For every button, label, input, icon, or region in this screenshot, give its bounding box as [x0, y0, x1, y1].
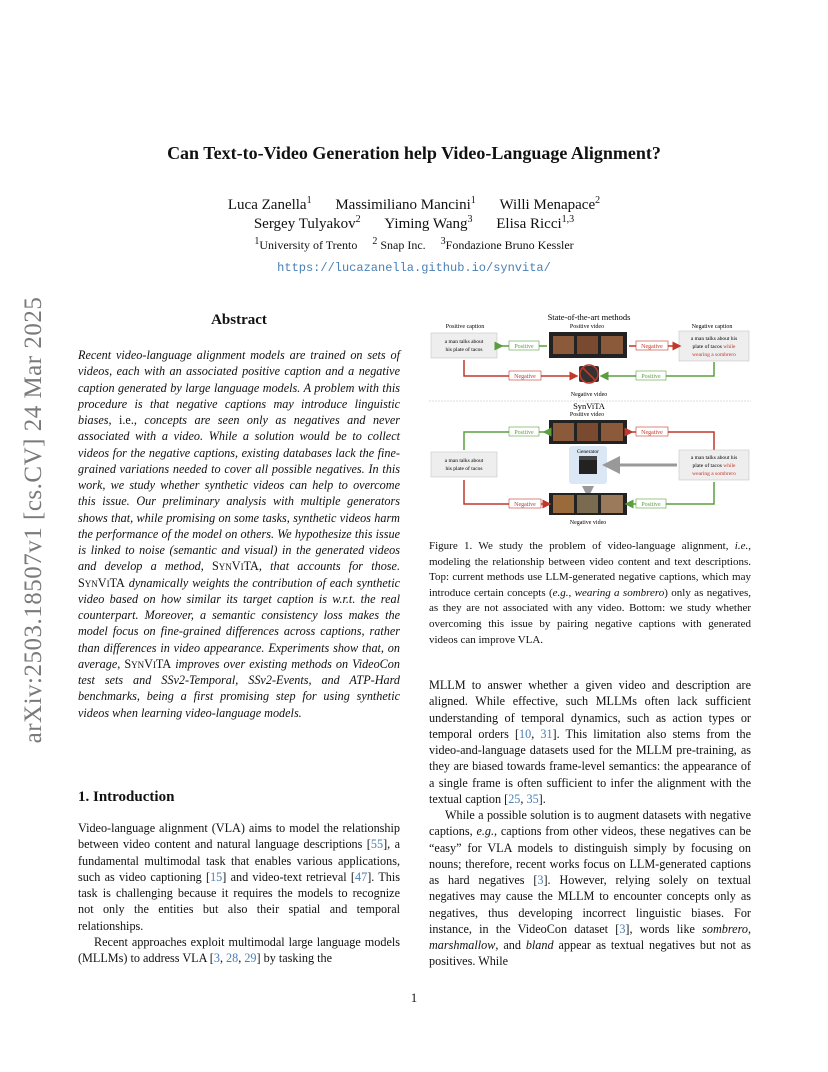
svg-text:Positive: Positive [514, 344, 534, 350]
citation-link[interactable]: 25 [508, 791, 521, 806]
fig-bottom-title: SynViTA [573, 401, 605, 411]
author: Sergey Tulyakov$^2$ [253, 214, 361, 232]
citation-link[interactable]: 3 [619, 921, 626, 936]
fig-pos-video-label: Positive video [569, 324, 605, 330]
citation-link[interactable]: 15 [210, 869, 223, 884]
svg-text:his plate of tacos: his plate of tacos [445, 347, 483, 353]
svg-text:Negative: Negative [641, 344, 663, 350]
affiliations [0, 236, 828, 253]
arxiv-id: arXiv:2503.18507v1 [cs.CV] 24 Mar 2025 [20, 296, 47, 744]
citation-link[interactable]: 47 [355, 869, 368, 884]
author: Yiming Wang$^3$ [384, 214, 473, 232]
author-line-1 [0, 195, 828, 214]
fig-top-title: State-of-the-art methods [547, 312, 631, 322]
citation-link[interactable]: 29 [244, 951, 257, 965]
right-column-body: MLLM to answer whether a given video and description are aligned. While effective, such MLLMs often lack sufficient understanding of temporal dynamics, such as action types or temporal orders [10, 31]. This limitation also stems from the video-and-language datasets used for the MLLM pre-training, as they are biased towards frame-level semantics: the appearance of a single frame is often sufficient to infer the alignment with the textual caption [25, 35]. While a possible solution is to augment datasets with negative captions, e.g., captions from other videos, these negatives can be “easy” for VLA models to distinguish simply by focusing on nouns; therefore, recent works focus on LLM-generated captions as hard negatives [3]. However, relying solely on textual negatives may cause the MLLM to encounter concepts only as negatives, thus developing incorrect linguistic biases. For instance, in the VideoCon dataset [3], words like sombrero, marshmallow, and bland appear as textual negatives but not as positives. While [429, 678, 752, 969]
page-number: 1 [410, 991, 418, 1005]
svg-text:Negative: Negative [641, 430, 663, 436]
fig-neg-caption-label: Negative caption [691, 324, 733, 330]
svg-text:Positive video: Positive video [569, 412, 605, 418]
author: Massimiliano Mancini$^1$ [335, 195, 476, 213]
introduction-body: Video-language alignment (VLA) aims to model the relationship between video content and natural language descriptions [55], a fundamental multimodal task that enables various applications, such as video captioning [15] and video-text retrieval [47]. This task is challenging because it requires the models to recognize not only the entities but also their spatial and temporal relationships. Recent approaches exploit multimodal large language models (MLLMs) to address VLA [3, 28, 29] by tasking the [78, 821, 400, 965]
abstract-body: Recent video-language alignment models are trained on sets of videos, each with an associated positive caption and a negative caption generated by large language models. A problem with this procedure is that negative captions may introduce linguistic biases, i.e., concepts are seen only as negatives and never associated with a video. While a solution would be to collect videos for the negative captions, existing databases lack the fine-grained variations needed to cover all possible negatives. In this work, we study whether synthetic videos can help to overcome this issue. Our preliminary analysis with multiple generators shows that, while promising on some tasks, synthetic videos harm the performance of the model on others. We hypothesize this issue is linked to noise (semantic and visual) in the generated videos and develop a method, SynViTA, that accounts for those. SynViTA dynamically weights the contribution of each synthetic video based on how similar its target caption is w.r.t. the real counterpart. Moreover, a semantic consistency loss makes the model focus on fine-grained differences across captions, rather than differences in video appearance. Experiments show that, on average, SynViTA improves over existing methods on VideoCon test sets and SSv2-Temporal, SSv2-Events, and ATP-Hard benchmarks, being a first promising step for using synthetic videos when learning video-language models. [78, 348, 401, 720]
project-url-link[interactable]: https://lucazanella.github.io/synvita/ [277, 261, 551, 275]
citation-link[interactable]: 10 [519, 726, 532, 741]
affiliation: $^1$University of Trento [254, 236, 358, 252]
arxiv-sidebar-stamp [14, 280, 54, 760]
author-line-2 [0, 214, 828, 233]
svg-text:Negative: Negative [514, 374, 536, 380]
svg-text:wearing a sombrero: wearing a sombrero [692, 352, 736, 358]
svg-text:Negative video: Negative video [569, 520, 607, 526]
figure-1-diagram [429, 310, 751, 528]
citation-link[interactable]: 28 [226, 951, 239, 965]
fig-pos-caption-label: Positive caption [445, 324, 485, 330]
author: Elisa Ricci$^{1,3}$ [496, 214, 575, 232]
paper-title: Can Text-to-Video Generation help Video-Language Alignment? [167, 143, 661, 163]
svg-text:Generator: Generator [577, 449, 599, 455]
figure-1-caption: Figure 1. We study the problem of video-language alignment, i.e., modeling the relationship between video content and text descriptions. Top: current methods use LLM-generated negative captions, which may introduce certain concepts (e.g., wearing a sombrero) only as negatives, as they are not associated with any video. Bottom: we study whether overcoming this issue by pairing negative captions with generated videos can improve VLA. [429, 540, 751, 646]
section-heading-introduction: 1. Introduction [78, 789, 175, 805]
author: Luca Zanella$^1$ [227, 195, 312, 213]
svg-text:plate of tacos while: plate of tacos while [692, 344, 736, 350]
svg-text:a man talks about: a man talks about [444, 339, 484, 345]
svg-text:Negative: Negative [514, 502, 536, 508]
citation-link[interactable]: 55 [370, 837, 384, 852]
affiliation: $^2$ Snap Inc. [372, 236, 426, 252]
citation-link[interactable]: 35 [526, 791, 539, 806]
svg-text:Positive: Positive [514, 430, 534, 436]
svg-text:a man talks about his: a man talks about his [690, 336, 738, 342]
citation-link[interactable]: 3 [537, 873, 544, 887]
clapperboard-icon [579, 460, 597, 474]
svg-text:Positive: Positive [641, 374, 661, 380]
svg-text:Negative video: Negative video [570, 392, 608, 398]
svg-text:Positive: Positive [641, 502, 661, 508]
abstract-heading: Abstract [211, 312, 267, 328]
citation-link[interactable]: 31 [540, 726, 553, 741]
citation-link[interactable]: 3 [213, 951, 220, 965]
svg-text:wearing a sombrero: wearing a sombrero [692, 471, 736, 477]
svg-text:his plate of tacos: his plate of tacos [445, 466, 483, 472]
affiliation: $^3$Fondazione Bruno Kessler [440, 236, 574, 252]
svg-text:plate of tacos while: plate of tacos while [692, 463, 736, 469]
svg-text:a man talks about: a man talks about [444, 458, 484, 464]
svg-text:a man talks about his: a man talks about his [690, 455, 738, 461]
author: Willi Menapace$^2$ [499, 195, 601, 213]
